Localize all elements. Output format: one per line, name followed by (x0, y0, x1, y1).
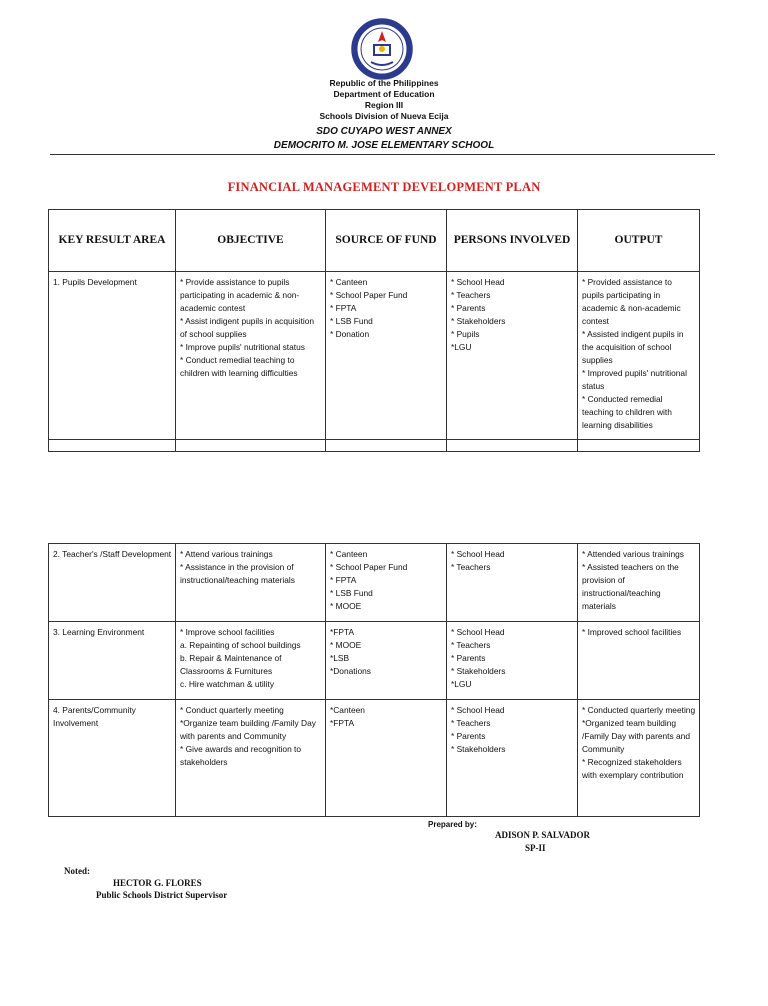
cell-area: 3. Learning Environment (49, 622, 176, 700)
header-source-of-fund: SOURCE OF FUND (326, 210, 447, 272)
persons-item: * Teachers (451, 562, 491, 572)
persons-item: * Teachers (451, 640, 491, 650)
cell-output (578, 622, 700, 700)
objective-item: a. Repainting of school buildings (180, 640, 301, 650)
objective-item: * Provide assistance to pupils participating in academic & non-academic contest (180, 277, 300, 313)
persons-item: * School Head (451, 705, 505, 715)
cell-source (326, 700, 447, 817)
header-divider (50, 154, 715, 155)
cell-output (578, 544, 700, 622)
plan-table-1 (48, 209, 700, 452)
persons-item: *LGU (451, 342, 472, 352)
page-title: FINANCIAL MANAGEMENT DEVELOPMENT PLAN (227, 180, 541, 194)
persons-item: * Teachers (451, 290, 491, 300)
cell-persons (447, 544, 578, 622)
persons-item: * Stakeholders (451, 316, 506, 326)
persons-item: * School Head (451, 627, 505, 637)
prepared-by-position: SP-II (525, 843, 546, 853)
objective-item: *Organize team building /Family Day with parents and Community (180, 718, 316, 741)
output-item: * Improved school facilities (582, 627, 682, 637)
source-item: *FPTA (330, 627, 355, 637)
cell-objective (176, 622, 326, 700)
table-row (49, 622, 700, 700)
output-item: * Assisted indigent pupils in the acquisition of school supplies (582, 329, 684, 365)
header-region: Region III (364, 100, 404, 110)
objective-item: * Give awards and recognition to stakeholders (180, 744, 302, 767)
persons-item: * Parents (451, 731, 486, 741)
header-output: OUTPUT (578, 210, 700, 272)
cell-objective (176, 544, 326, 622)
source-item: * LSB Fund (330, 316, 373, 326)
cell-source (326, 272, 447, 440)
persons-item: * Teachers (451, 718, 491, 728)
source-item: *FPTA (330, 718, 355, 728)
persons-item: * Stakeholders (451, 666, 506, 676)
header-school: DEMOCRITO M. JOSE ELEMENTARY SCHOOL (273, 140, 495, 151)
empty-row (49, 440, 700, 452)
objective-item: * Conduct quarterly meeting (180, 705, 284, 715)
source-item: *Canteen (330, 705, 365, 715)
source-item: *Donations (330, 666, 371, 676)
cell-persons (447, 622, 578, 700)
cell-objective (176, 700, 326, 817)
source-item: * MOOE (330, 601, 362, 611)
header-objective: OBJECTIVE (176, 210, 326, 272)
noted-name: HECTOR G. FLORES (113, 878, 202, 888)
source-item: * Canteen (330, 277, 368, 287)
objective-item: c. Hire watchman & utility (180, 679, 275, 689)
output-item: * Recognized stakeholders with exemplary contribution (582, 757, 684, 780)
header-division: Schools Division of Nueva Ecija (319, 111, 449, 121)
source-item: * FPTA (330, 303, 357, 313)
cell-persons (447, 272, 578, 440)
output-item: *Organized team building /Family Day with parents and Community (582, 718, 690, 754)
objective-item: * Attend various trainings (180, 549, 273, 559)
cell-objective (176, 272, 326, 440)
cell-persons (447, 700, 578, 817)
cell-output (578, 700, 700, 817)
persons-item: * Parents (451, 303, 486, 313)
cell-source (326, 544, 447, 622)
output-item: * Provided assistance to pupils participating in academic & non-academic contest (582, 277, 681, 326)
persons-item: * Parents (451, 653, 486, 663)
header-persons-involved: PERSONS INVOLVED (447, 210, 578, 272)
table-row (49, 544, 700, 622)
cell-area: 2. Teacher's /Staff Development (49, 544, 176, 622)
objective-item: * Assist indigent pupils in acquisition of school supplies (180, 316, 315, 339)
cell-area: 1. Pupils Development (49, 272, 176, 440)
objective-item: * Improve pupils' nutritional status (180, 342, 305, 352)
table-header-row (49, 210, 700, 272)
persons-item: * Pupils (451, 329, 480, 339)
source-item: * MOOE (330, 640, 362, 650)
output-item: * Improved pupils' nutritional status (582, 368, 687, 391)
source-item: * LSB Fund (330, 588, 373, 598)
table-row (49, 700, 700, 817)
source-item: * FPTA (330, 575, 357, 585)
objective-item: * Assistance in the provision of instructional/teaching materials (180, 562, 295, 585)
table-row (49, 272, 700, 440)
output-item: * Attended various trainings (582, 549, 684, 559)
output-item: * Assisted teachers on the provision of instructional/teaching materials (582, 562, 679, 611)
header-key-result-area: KEY RESULT AREA (49, 210, 176, 272)
header-department: Department of Education (333, 89, 435, 99)
header-district: SDO CUYAPO WEST ANNEX (316, 126, 452, 137)
persons-item: * School Head (451, 277, 505, 287)
deped-seal-icon (351, 18, 413, 80)
prepared-by-label: Prepared by: (428, 820, 477, 829)
cell-output (578, 272, 700, 440)
noted-position: Public Schools District Supervisor (96, 890, 228, 900)
objective-item: b. Repair & Maintenance of Classrooms & Furnitures (180, 653, 282, 676)
persons-item: * Stakeholders (451, 744, 506, 754)
header-republic: Republic of the Philippines (329, 78, 439, 88)
objective-item: * Conduct remedial teaching to children with learning difficulties (180, 355, 298, 378)
persons-item: *LGU (451, 679, 472, 689)
source-item: *LSB (330, 653, 350, 663)
persons-item: * School Head (451, 549, 505, 559)
output-item: * Conducted quarterly meeting (582, 705, 696, 715)
objective-item: * Improve school facilities (180, 627, 275, 637)
cell-area: 4. Parents/Community Involvement (49, 700, 176, 817)
plan-table-2 (48, 543, 700, 817)
source-item: * School Paper Fund (330, 290, 408, 300)
prepared-by-name: ADISON P. SALVADOR (495, 830, 590, 840)
output-item: * Conducted remedial teaching to children with learning disabilities (582, 394, 672, 430)
cell-source (326, 622, 447, 700)
source-item: * School Paper Fund (330, 562, 408, 572)
source-item: * Canteen (330, 549, 368, 559)
source-item: * Donation (330, 329, 370, 339)
noted-label: Noted: (64, 866, 90, 876)
